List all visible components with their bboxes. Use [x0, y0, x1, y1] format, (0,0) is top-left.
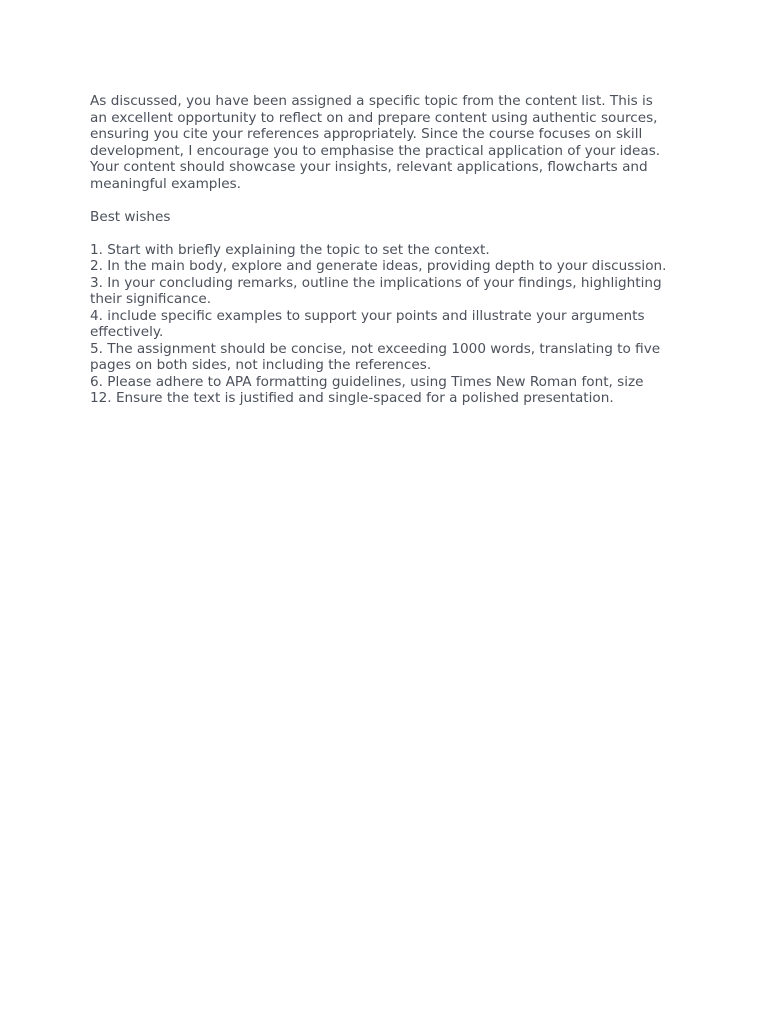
- list-line: their significance.: [90, 291, 212, 307]
- instruction-list: [90, 242, 690, 407]
- blank-line: [90, 192, 690, 209]
- list-line: 12. Ensure the text is justified and single-spaced for a polished presentation.: [90, 390, 614, 406]
- paragraph-line: Your content should showcase your insights, relevant applications, flowcharts and: [90, 159, 648, 175]
- intro-paragraph: [90, 93, 690, 192]
- list-line: 6. Please adhere to APA formatting guidelines, using Times New Roman font, size: [90, 373, 644, 390]
- list-line: pages on both sides, not including the references.: [90, 357, 432, 373]
- paragraph-line: an excellent opportunity to reflect on and prepare content using authentic sources,: [90, 109, 658, 126]
- paragraph-line: ensuring you cite your references appropriately. Since the course focuses on skill: [90, 126, 643, 142]
- paragraph-line: development, I encourage you to emphasise the practical application of your ideas.: [90, 142, 661, 159]
- paragraph-line: As discussed, you have been assigned a specific topic from the content list. This is: [90, 93, 653, 109]
- list-line: 1. Start with briefly explaining the topic to set the context.: [90, 241, 490, 258]
- list-line: 2. In the main body, explore and generate ideas, providing depth to your discussion.: [90, 258, 667, 274]
- list-line: effectively.: [90, 324, 164, 340]
- list-line: 3. In your concluding remarks, outline the implications of your findings, highlighting: [90, 274, 662, 291]
- document-body: [90, 93, 690, 407]
- list-line: 4. include specific examples to support your points and illustrate your arguments: [90, 307, 645, 324]
- paragraph-line: meaningful examples.: [90, 175, 241, 192]
- closing-line: Best wishes: [90, 208, 171, 225]
- list-line: 5. The assignment should be concise, not exceeding 1000 words, translating to five: [90, 340, 661, 357]
- blank-line: [90, 225, 690, 242]
